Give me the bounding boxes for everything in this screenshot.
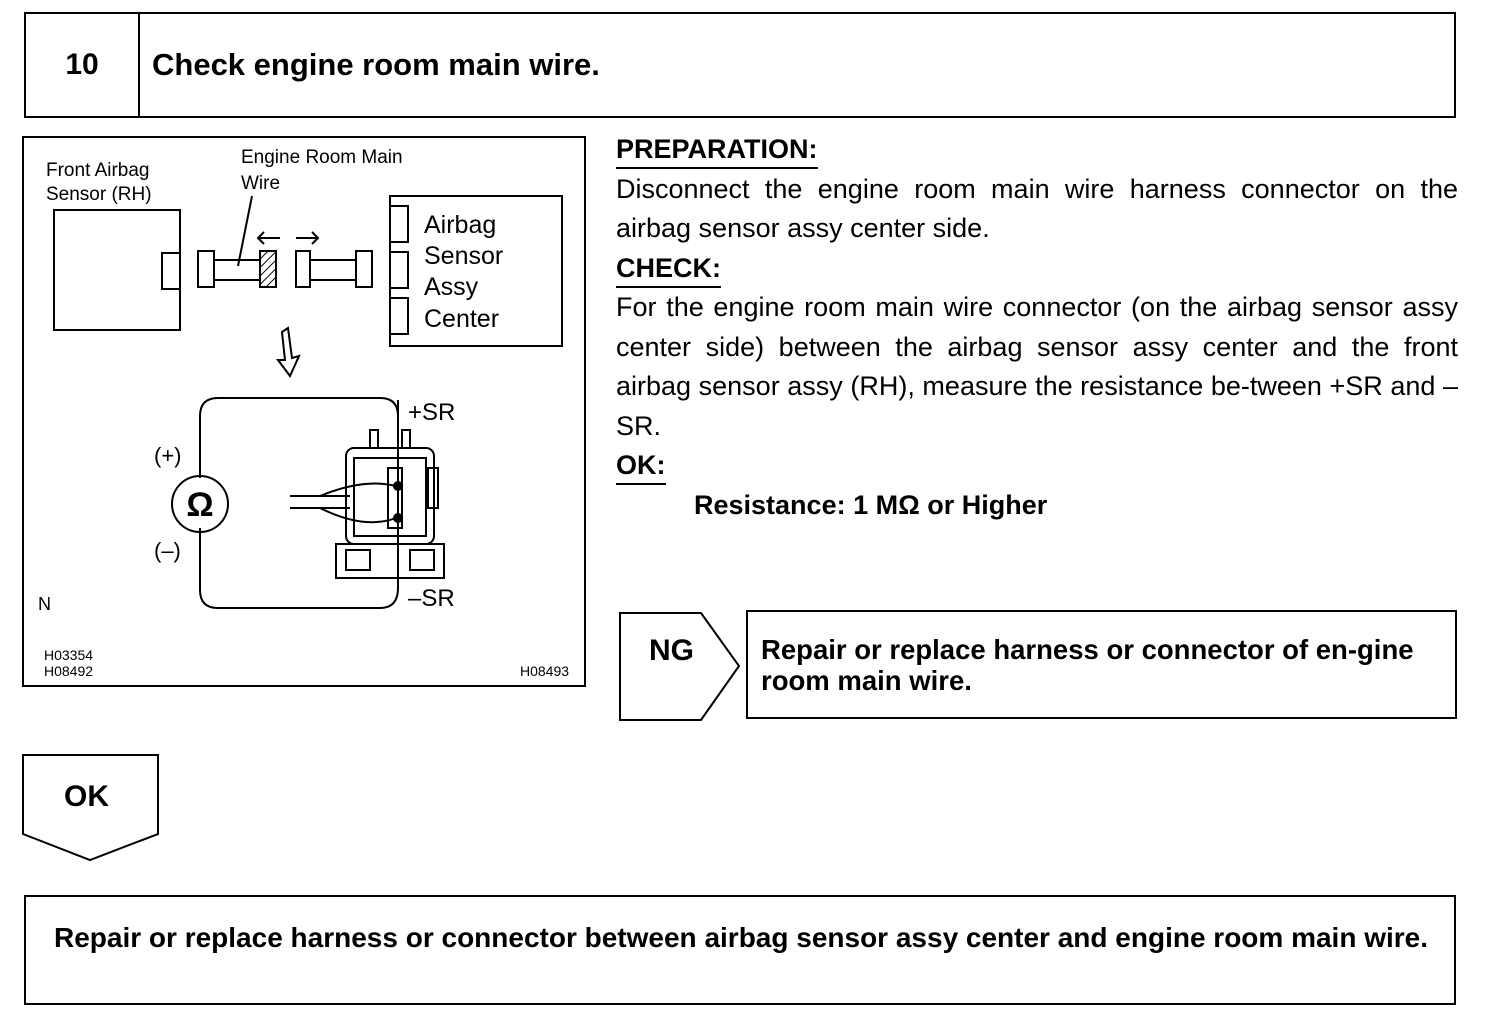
center-label-4: Center <box>424 305 500 333</box>
wiring-diagram <box>22 136 586 687</box>
ok-tag-label: OK <box>64 780 109 813</box>
center-label-1: Airbag <box>424 211 497 239</box>
ok-action-text: Repair or replace harness or connector between airbag sensor assy center and engine room main wire. <box>54 922 1429 953</box>
wire-leader-line <box>238 196 252 266</box>
ng-tag-label: NG <box>649 634 694 667</box>
wire-label-1: Engine Room Main <box>241 147 403 168</box>
terminal-minus-label: –SR <box>408 585 455 612</box>
center-label-2: Sensor <box>424 242 504 270</box>
separation-arrows-icon <box>258 232 318 244</box>
wire-connector-left <box>198 251 276 287</box>
instruction-panel <box>616 130 1458 525</box>
step-number: 10 <box>26 14 140 116</box>
figure-code-3: H08493 <box>520 663 570 679</box>
front-sensor-label-1: Front Airbag <box>46 160 150 181</box>
ohm-symbol: Ω <box>186 486 214 524</box>
figure-code-2: H08492 <box>44 663 94 679</box>
minus-label: (–) <box>154 538 181 563</box>
corner-n-label: N <box>38 594 51 614</box>
connector-drawing <box>290 400 444 578</box>
center-label-3: Assy <box>424 273 479 301</box>
front-sensor-connector <box>162 253 180 289</box>
terminal-plus-label: +SR <box>408 399 456 426</box>
step-title: Check engine room main wire. <box>152 47 600 82</box>
check-text: For the engine room main wire connector (on the airbag sensor assy center side) between the airbag sensor assy center and the front airbag sensor assy (RH), measure the resistance be-tween +SR and –SR. <box>616 292 1458 441</box>
plus-label: (+) <box>154 443 182 468</box>
ng-action-text: Repair or replace harness or connector of en-gine room main wire. <box>761 634 1414 696</box>
ok-spec: Resistance: 1 MΩ or Higher <box>694 489 1048 520</box>
wire-label-2: Wire <box>241 173 281 194</box>
step-header <box>24 12 1456 118</box>
check-label: CHECK: <box>616 250 721 288</box>
ok-action-box <box>24 895 1456 1005</box>
ng-tag <box>619 612 743 722</box>
ok-tag <box>22 754 160 864</box>
preparation-text: Disconnect the engine room main wire harness connector on the airbag sensor assy center side. <box>616 173 1458 243</box>
down-arrow-icon <box>278 328 299 376</box>
wire-connector-right <box>296 251 372 287</box>
preparation-label: PREPARATION: <box>616 131 818 169</box>
figure-code-1: H03354 <box>44 647 94 663</box>
ok-label: OK: <box>616 447 666 485</box>
front-sensor-label-2: Sensor (RH) <box>46 184 152 205</box>
measurement-loop <box>200 398 398 608</box>
